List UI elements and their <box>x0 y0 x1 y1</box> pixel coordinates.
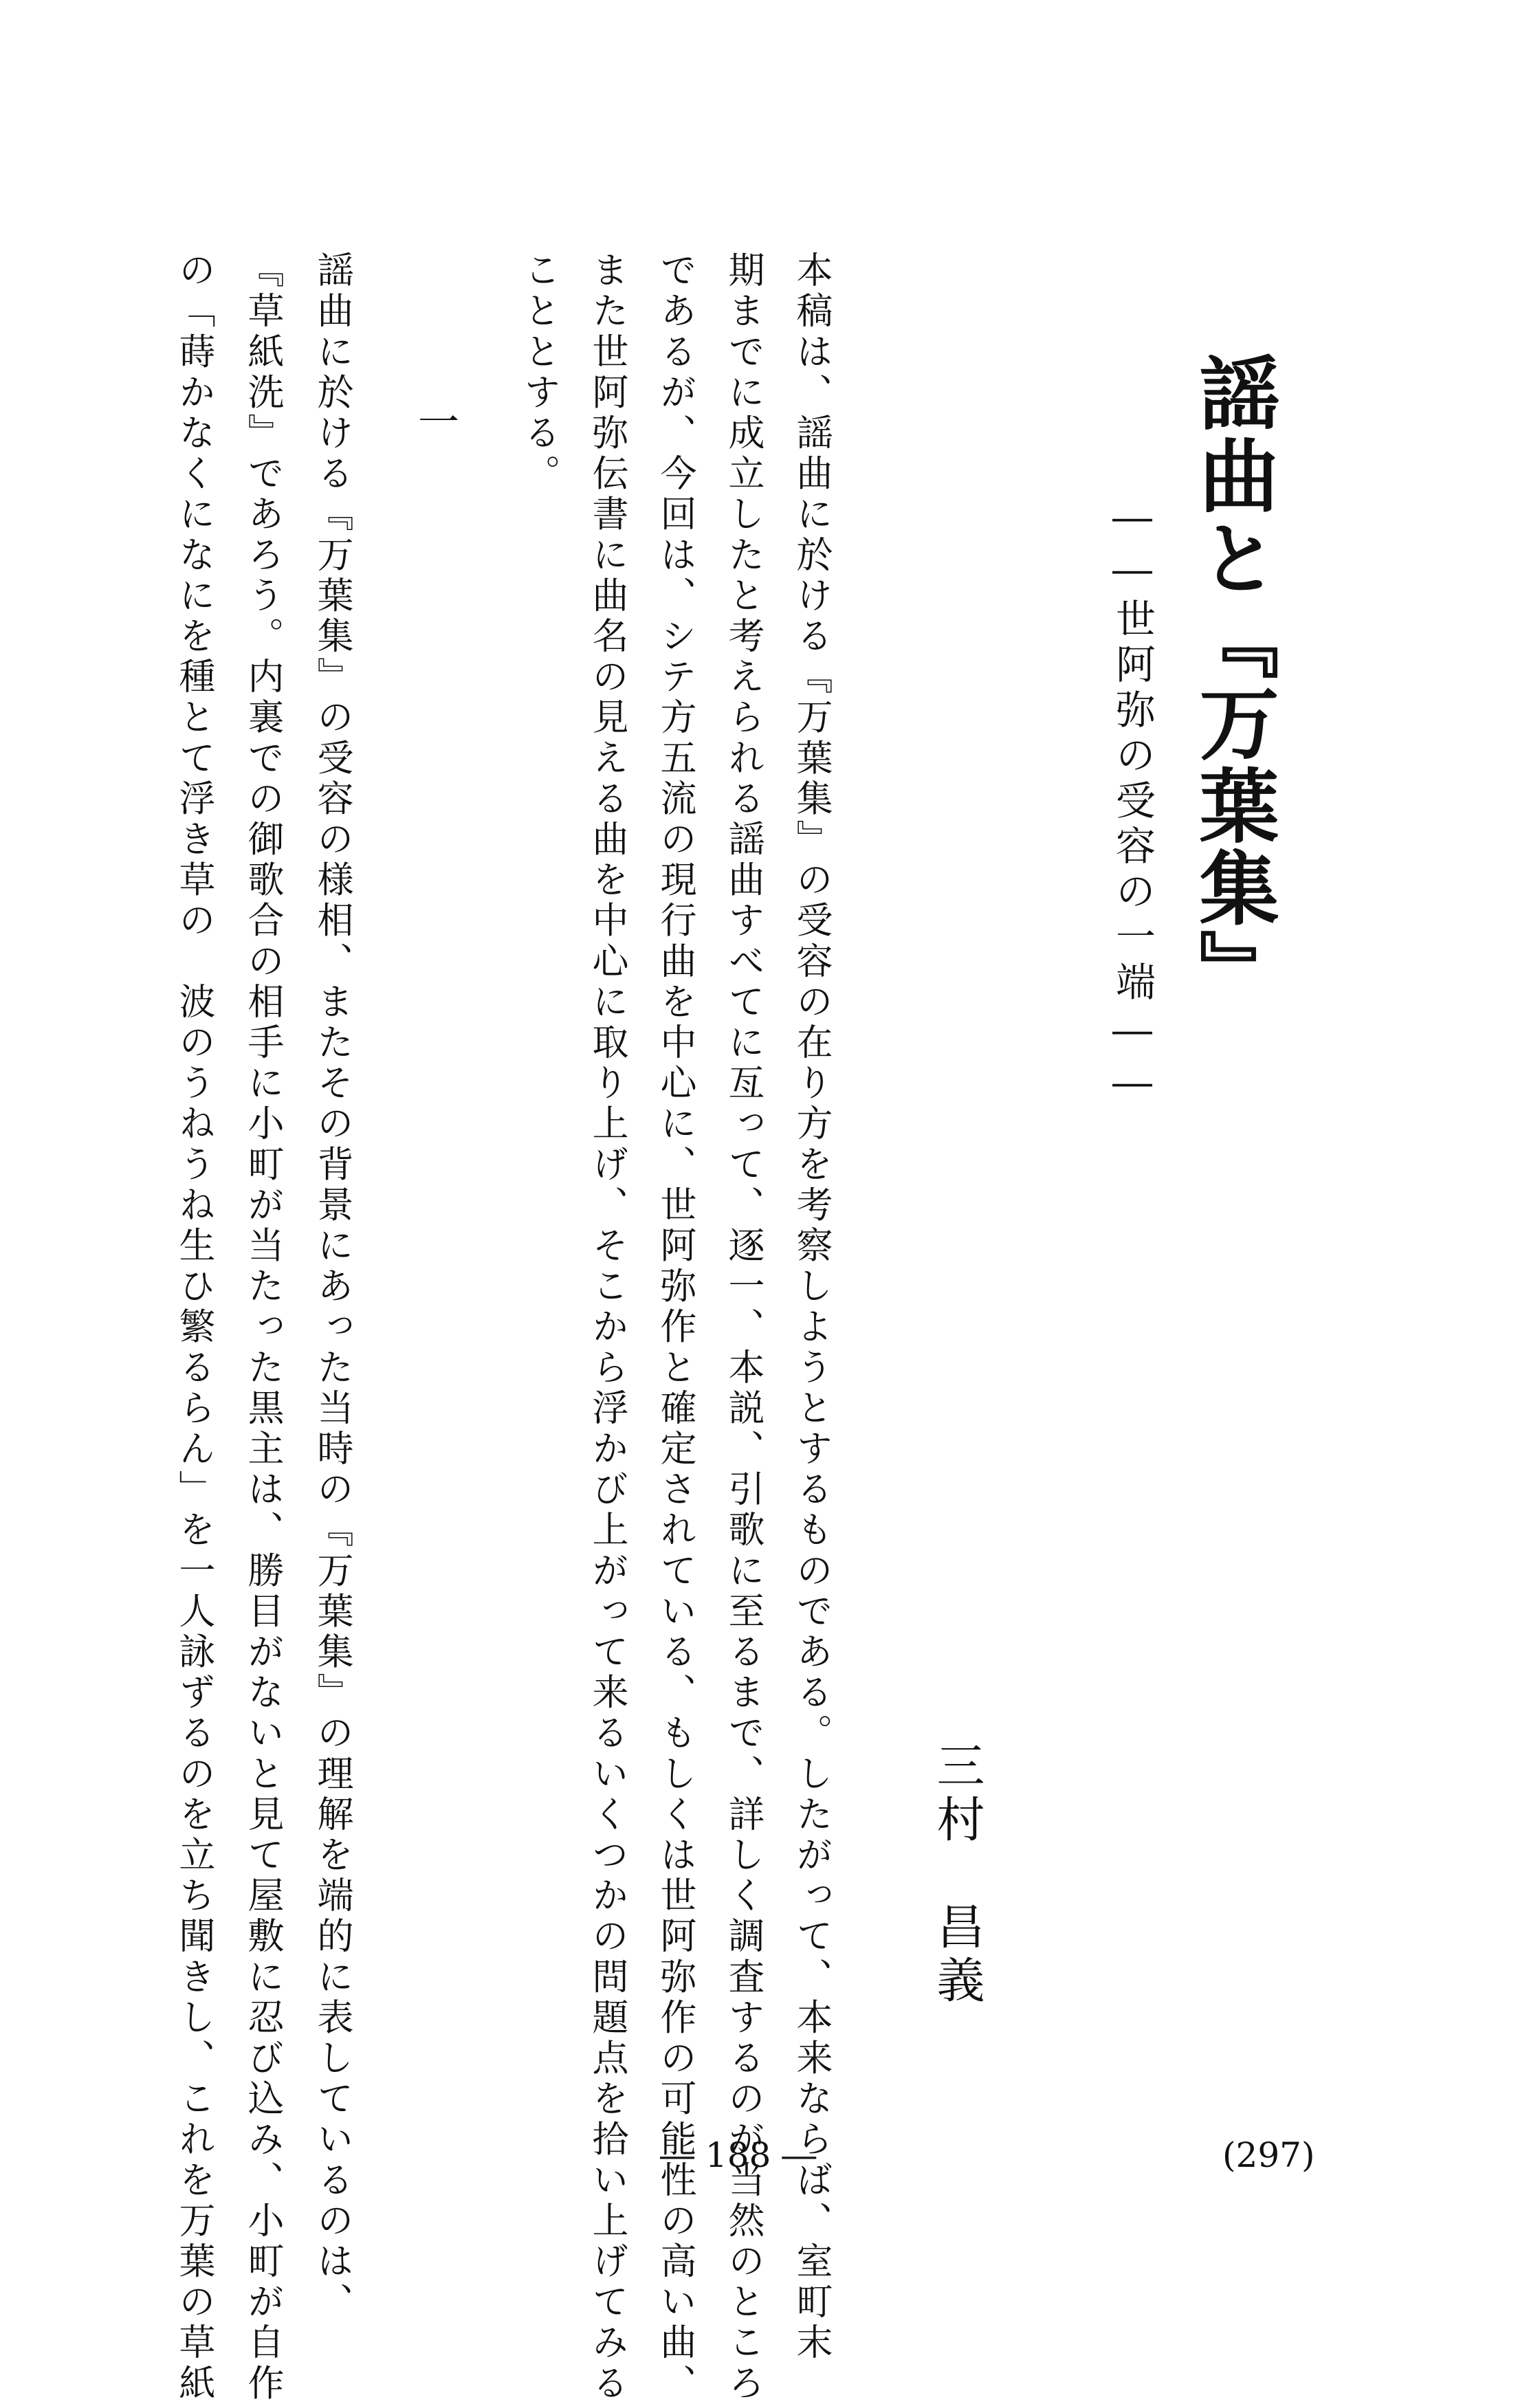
article-title: 謡曲と『万葉集』 <box>1186 352 1279 1012</box>
intro-line-4: また世阿弥伝書に曲名の見える曲を中心に取り上げ、そこから浮かび上がって来るいくつかの問題点を拾い上げてみる <box>586 251 628 2404</box>
section-number: 一 <box>411 400 459 441</box>
intro-line-2: 期までに成立したと考えられる謡曲すべてに亙って、逐一、本説、引歌に至るまで、詳しく調査するのが当然のところ <box>723 251 764 2404</box>
page-number: ― 188 ― <box>660 2135 817 2175</box>
section-line-1: 謡曲に於ける『万葉集』の受容の様相、またその背景にあった当時の『万葉集』の理解を端的に表しているのは、 <box>311 251 353 2324</box>
intro-line-1: 本稿は、謡曲に於ける『万葉集』の受容の在り方を考察しようとするものである。したがって、本来ならば、室町末 <box>791 251 833 2364</box>
section-line-2: 『草紙洗』であろう。内裏での御歌合の相手に小町が当たった黒主は、勝目がないと見て屋敷に忍び込み、小町が自作 <box>242 251 284 2404</box>
intro-line-5: こととする。 <box>518 251 560 495</box>
original-page-number: (297) <box>1222 2135 1315 2175</box>
section-line-3: の「蒔かなくになにを種とて浮き草の 波のうねうね生ひ繁るらん」を一人詠ずるのを立ち聞きし、これを万葉の草紙 <box>173 251 215 2404</box>
intro-line-3: であるが、今回は、シテ方五流の現行曲を中心に、世阿弥作と確定されている、もしくは世阿弥作の可能性の高い曲、 <box>654 251 696 2404</box>
article-subtitle: ――世阿弥の受容の一端―― <box>1109 494 1156 1111</box>
author-name: 三村 昌義 <box>929 1741 985 2009</box>
